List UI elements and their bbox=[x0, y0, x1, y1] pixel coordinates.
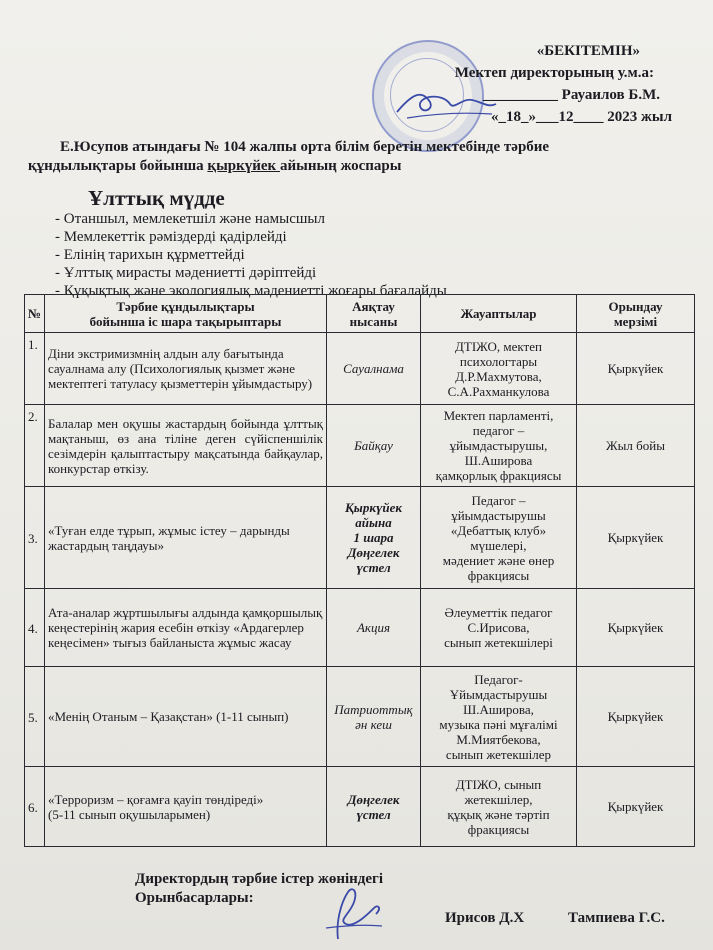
header-deadline bbox=[577, 295, 695, 333]
resp-line: мүшелері, bbox=[470, 537, 527, 553]
resp-line: музыка пәні мұғалімі bbox=[439, 716, 558, 732]
form-line: Дөңгелек bbox=[347, 791, 400, 807]
footer-line-2: Орынбасарлары: bbox=[135, 890, 254, 906]
header-date-line1: Орындау bbox=[608, 298, 663, 314]
row-number: 4. bbox=[25, 589, 45, 667]
form-line: айына bbox=[355, 515, 392, 530]
table-row bbox=[25, 767, 695, 847]
plan-table bbox=[24, 294, 695, 847]
resp-line: Мектеп парламенті, bbox=[443, 408, 554, 423]
resp-line: Ш.Аширова bbox=[464, 453, 533, 468]
title-month: қыркүйек bbox=[207, 158, 280, 174]
value-item: - Елінің тарихын құрметтейді bbox=[55, 247, 245, 263]
resp-line: ұйымдастырушы, bbox=[449, 438, 548, 453]
resp-line: сынып жетекшілері bbox=[444, 635, 553, 650]
resp-line: фракциясы bbox=[467, 567, 530, 583]
form-line: Патриоттық bbox=[334, 701, 413, 717]
resp-line: «Дебаттық клуб» bbox=[450, 522, 547, 538]
values-list bbox=[55, 210, 447, 300]
row-form: Байқау bbox=[327, 405, 421, 487]
row-deadline: Қыркүйек bbox=[577, 767, 695, 847]
row-deadline: Жыл бойы bbox=[577, 405, 695, 487]
resp-line: мәдениет және өнер bbox=[442, 552, 555, 568]
row-deadline: Қыркүйек bbox=[577, 589, 695, 667]
resp-line: ДТІЖО, мектеп bbox=[455, 338, 542, 354]
resp-line: психологтары bbox=[459, 353, 538, 369]
approval-title: «БЕКІТЕМІН» bbox=[536, 43, 640, 59]
row-event-main: Ата-аналар жұртшылығы алдында қамқоршылық кеңестерінің жария есебін өткізу «Ардагерлер кеңесімен» тығыз байланыста жұмыс жасау bbox=[48, 605, 323, 650]
row-deadline: Қыркүйек bbox=[577, 667, 695, 767]
form-line: ән кеш bbox=[355, 716, 392, 732]
row-responsible bbox=[421, 333, 577, 405]
approval-block bbox=[400, 40, 700, 128]
values-heading: Ұлттық мүдде bbox=[88, 186, 225, 210]
row-event bbox=[45, 405, 327, 487]
table-row bbox=[25, 589, 695, 667]
header-form bbox=[327, 295, 421, 333]
row-event bbox=[45, 667, 327, 767]
header-responsible: Жауаптылар bbox=[421, 295, 577, 333]
row-event-note: (5-11 сынып оқушыларымен) bbox=[48, 806, 211, 822]
row-event-main: «Менің Отаным – Қазақстан» (1-11 сынып) bbox=[48, 709, 289, 724]
resp-line: жетекшілер, bbox=[464, 791, 533, 807]
row-responsible bbox=[421, 667, 577, 767]
title-line-2 bbox=[28, 157, 668, 176]
row-deadline: Қыркүйек bbox=[577, 487, 695, 589]
row-event-main: Діни экстримизмнің алдын алу бағытында сауалнама алу bbox=[48, 346, 284, 376]
row-responsible bbox=[421, 589, 577, 667]
header-num: № bbox=[25, 295, 45, 333]
resp-line: Педагог – bbox=[471, 492, 526, 508]
header-date-line2: мерзімі bbox=[613, 313, 658, 329]
resp-line: сынып жетекшілер bbox=[445, 746, 552, 762]
header-event bbox=[45, 295, 327, 333]
form-line: Дөңгелек bbox=[347, 545, 400, 560]
title-line-2-post: айының жоспары bbox=[279, 158, 402, 174]
row-event-main: «Терроризм – қоғамға қауіп төндіреді» bbox=[48, 791, 264, 807]
footer-line-1: Директордың тәрбие істер жөніндегі bbox=[135, 871, 384, 887]
row-number: 1. bbox=[25, 333, 45, 405]
signer-tampieva: Тампиева Г.С. bbox=[568, 910, 665, 926]
resp-line: Ұйымдастырушы bbox=[449, 686, 548, 702]
header-form-line2: нысаны bbox=[349, 313, 398, 329]
header-event-line2: бойынша іс шара тақырыптары bbox=[89, 313, 282, 329]
row-deadline: Қыркүйек bbox=[577, 333, 695, 405]
table-row bbox=[25, 405, 695, 487]
resp-line: С.А.Рахманкулова bbox=[447, 383, 550, 399]
header-form-line1: Аяқтау bbox=[352, 298, 395, 314]
table-row bbox=[25, 487, 695, 589]
value-item: - Отаншыл, мемлекетшіл және намысшыл bbox=[55, 211, 325, 227]
row-event bbox=[45, 333, 327, 405]
form-line: үстел bbox=[356, 560, 391, 575]
value-item: - Ұлттық мирасты мәдениетті дәріптейді bbox=[55, 265, 317, 281]
resp-line: Д.Р.Махмутова, bbox=[455, 368, 542, 384]
value-item: - Мемлекеттік рәміздерді қадірлейді bbox=[55, 229, 287, 245]
row-number: 2. bbox=[25, 405, 45, 487]
title-line-1: Е.Юсупов атындағы № 104 жалпы орта білім беретін мектебінде тәрбие bbox=[60, 139, 550, 155]
form-line: 1 шара bbox=[353, 530, 394, 545]
row-event-note: (Психологиялық қызмет және мектептегі татуласу қызметтерін ұйымдастыру) bbox=[48, 361, 313, 391]
form-line: Қыркүйек bbox=[344, 500, 402, 515]
row-responsible bbox=[421, 767, 577, 847]
resp-line: Ш.Аширова, bbox=[463, 701, 534, 717]
table-row bbox=[25, 333, 695, 405]
row-number: 3. bbox=[25, 487, 45, 589]
approval-position: Мектеп директорының у.м.а: bbox=[454, 65, 654, 81]
document-title bbox=[28, 138, 668, 176]
row-event bbox=[45, 767, 327, 847]
approval-name: __________ Рауаилов Б.М. bbox=[482, 87, 660, 103]
row-event-main: «Туған елде тұрып, жұмыс істеу – дарынды жастардың таңдауы» bbox=[48, 522, 290, 553]
table-row bbox=[25, 667, 695, 767]
row-event bbox=[45, 487, 327, 589]
row-form: Сауалнама bbox=[327, 333, 421, 405]
resp-line: С.Ирисова, bbox=[467, 620, 530, 635]
signer-irisov: Ирисов Д.Х bbox=[445, 910, 525, 926]
row-form bbox=[327, 667, 421, 767]
title-line-2-pre: құндылықтары бойынша bbox=[28, 158, 208, 174]
row-form: Акция bbox=[327, 589, 421, 667]
resp-line: қамқорлық фракциясы bbox=[435, 468, 562, 483]
resp-line: М.Миятбекова, bbox=[456, 731, 541, 747]
form-line: үстел bbox=[356, 806, 391, 822]
row-responsible bbox=[421, 405, 577, 487]
resp-line: педагог – bbox=[472, 423, 525, 438]
row-responsible bbox=[421, 487, 577, 589]
resp-line: фракциясы bbox=[467, 821, 530, 837]
resp-line: Әлеуметтік педагог bbox=[444, 605, 553, 620]
header-event-line1: Тәрбие құндылықтары bbox=[116, 298, 255, 314]
row-number: 5. bbox=[25, 667, 45, 767]
row-form bbox=[327, 767, 421, 847]
value-item: - Құқықтық және экологиялық мәдениетті жоғары бағалайды bbox=[55, 283, 447, 299]
table-header-row bbox=[25, 295, 695, 333]
row-event bbox=[45, 589, 327, 667]
resp-line: ұйымдастырушы bbox=[451, 507, 546, 523]
resp-line: құқық және тәртіп bbox=[447, 806, 550, 822]
row-number: 6. bbox=[25, 767, 45, 847]
resp-line: Педагог- bbox=[474, 671, 523, 687]
row-event-main: Балалар мен оқушы жастардың бойында ұлттық мақтаныш, өз ана тіліне деген сүйіспеншілік сезімдерін қалыптастыру мақсатында байқаулар, конкурстар өткізу. bbox=[48, 415, 323, 476]
deputy-signature bbox=[318, 884, 388, 944]
resp-line: ДТІЖО, сынып bbox=[455, 776, 542, 792]
approval-date: «_18_»___12____ 2023 жыл bbox=[490, 109, 672, 125]
row-form bbox=[327, 487, 421, 589]
